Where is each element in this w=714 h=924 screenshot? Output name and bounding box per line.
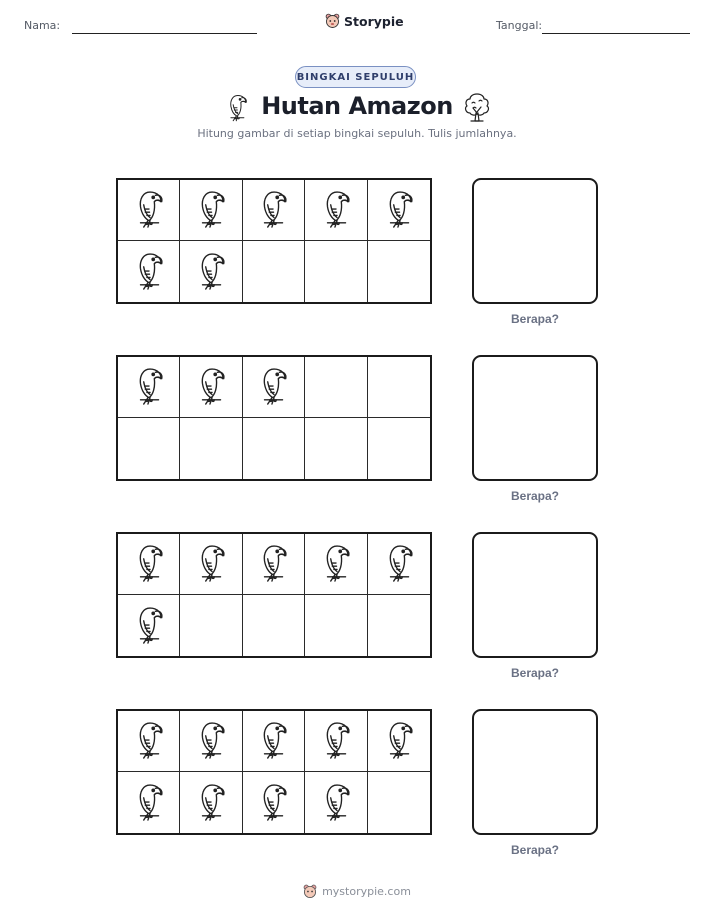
ten-frame-cell: [180, 418, 242, 479]
answer-label: Berapa?: [510, 489, 560, 503]
ten-frame-cell: [180, 595, 242, 656]
brand-name: Storypie: [344, 13, 404, 29]
ten-frame-cell: [243, 711, 305, 772]
activity-badge: BINGKAI SEPULUH: [295, 66, 416, 88]
parrot-icon: [193, 248, 229, 296]
ten-frame-cell: [180, 357, 242, 418]
ten-frame-cell: [305, 534, 367, 595]
parrot-icon: [318, 779, 354, 827]
ten-frame-cell: [368, 357, 430, 418]
ten-frame-4: [116, 709, 432, 835]
ten-frame-cell: [118, 418, 180, 479]
ten-frame-cell: [180, 241, 242, 302]
answer-box-2[interactable]: [472, 355, 598, 481]
name-label: Nama:: [24, 19, 61, 32]
ten-frame-cell: [180, 180, 242, 241]
ten-frame-cell: [368, 772, 430, 833]
answer-label: Berapa?: [510, 312, 560, 326]
parrot-icon: [193, 363, 229, 411]
ten-frame-cell: [368, 418, 430, 479]
parrot-icon: [381, 540, 417, 588]
tree-icon: [462, 91, 492, 123]
ten-frame-cell: [180, 772, 242, 833]
parrot-icon: [193, 540, 229, 588]
parrot-icon: [255, 717, 291, 765]
ten-frame-cell: [368, 180, 430, 241]
parrot-icon: [255, 363, 291, 411]
parrot-icon: [131, 363, 167, 411]
ten-frame-cell: [305, 711, 367, 772]
ten-frame-cell: [243, 534, 305, 595]
ten-frame-cell: [180, 711, 242, 772]
answer-box-4[interactable]: [472, 709, 598, 835]
ten-frame-cell: [118, 595, 180, 656]
ten-frame-cell: [305, 595, 367, 656]
parrot-icon: [255, 186, 291, 234]
date-label: Tanggal:: [496, 19, 543, 32]
parrot-icon: [131, 717, 167, 765]
ten-frame-3: [116, 532, 432, 658]
instructions: Hitung gambar di setiap bingkai sepuluh. Tulis jumlahnya.: [197, 127, 517, 140]
ten-frame-cell: [305, 180, 367, 241]
ten-frame-cell: [243, 357, 305, 418]
ten-frame-2: [116, 355, 432, 481]
ten-frame-cell: [243, 595, 305, 656]
parrot-icon: [131, 779, 167, 827]
ten-frame-cell: [368, 595, 430, 656]
ten-frame-cell: [368, 534, 430, 595]
answer-label: Berapa?: [510, 666, 560, 680]
footer-url: mystorypie.com: [322, 885, 411, 898]
parrot-icon: [318, 717, 354, 765]
parrot-icon: [318, 540, 354, 588]
ten-frame-cell: [118, 534, 180, 595]
ten-frame-cell: [305, 772, 367, 833]
footer: [0, 884, 714, 899]
parrot-icon: [255, 540, 291, 588]
ten-frame-cell: [180, 534, 242, 595]
ten-frame-cell: [243, 241, 305, 302]
ten-frame-cell: [243, 772, 305, 833]
parrot-icon: [255, 779, 291, 827]
parrot-icon: [131, 186, 167, 234]
answer-box-1[interactable]: [472, 178, 598, 304]
parrot-icon: [193, 186, 229, 234]
ten-frame-cell: [368, 711, 430, 772]
ten-frame-1: [116, 178, 432, 304]
parrot-icon: [131, 602, 167, 650]
parrot-icon: [318, 186, 354, 234]
answer-label: Berapa?: [510, 843, 560, 857]
parrot-icon: [131, 248, 167, 296]
brand-logo: [325, 13, 404, 29]
ten-frame-cell: [305, 418, 367, 479]
ten-frame-cell: [243, 418, 305, 479]
parrot-icon: [381, 186, 417, 234]
answer-box-3[interactable]: [472, 532, 598, 658]
ten-frame-cell: [305, 357, 367, 418]
parrot-icon: [381, 717, 417, 765]
ten-frame-cell: [243, 180, 305, 241]
ten-frame-cell: [368, 241, 430, 302]
ten-frame-cell: [118, 357, 180, 418]
ten-frame-cell: [118, 711, 180, 772]
parrot-icon: [193, 779, 229, 827]
ten-frame-cell: [118, 241, 180, 302]
ten-frame-cell: [305, 241, 367, 302]
ten-frame-cell: [118, 772, 180, 833]
storypie-mascot-icon: [303, 884, 317, 899]
page-title: Hutan Amazon: [261, 92, 453, 120]
storypie-mascot-icon: [325, 13, 340, 29]
ten-frame-cell: [118, 180, 180, 241]
parrot-icon: [193, 717, 229, 765]
parrot-icon: [131, 540, 167, 588]
name-write-line[interactable]: [72, 33, 257, 34]
date-write-line[interactable]: [542, 33, 690, 34]
